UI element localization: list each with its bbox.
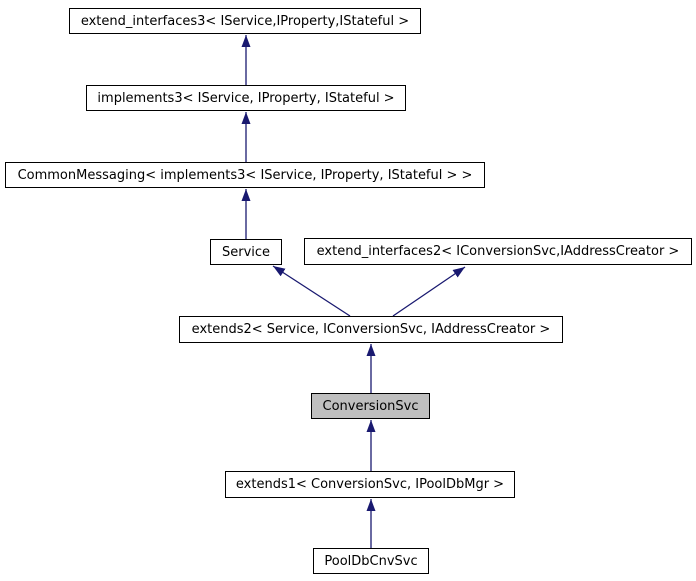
class-node-commonmessaging[interactable]: CommonMessaging< implements3< IService, IProperty, IStateful > > bbox=[5, 162, 485, 188]
arrow-extends2-to-extend-interfaces2 bbox=[393, 267, 465, 316]
class-node-extends1[interactable]: extends1< ConversionSvc, IPoolDbMgr > bbox=[225, 471, 515, 498]
class-node-extend-interfaces3[interactable]: extend_interfaces3< IService,IProperty,IStateful > bbox=[69, 8, 421, 34]
class-node-extends2[interactable]: extends2< Service, IConversionSvc, IAddressCreator > bbox=[179, 316, 563, 343]
class-node-implements3[interactable]: implements3< IService, IProperty, IStateful > bbox=[86, 85, 406, 111]
arrow-extends2-to-service bbox=[273, 266, 350, 316]
class-node-service[interactable]: Service bbox=[210, 239, 282, 265]
class-node-extend-interfaces2[interactable]: extend_interfaces2< IConversionSvc,IAddressCreator > bbox=[304, 238, 692, 265]
class-node-conversionsvc-selected: ConversionSvc bbox=[311, 393, 430, 419]
class-node-pooldbcnvsvc[interactable]: PoolDbCnvSvc bbox=[313, 548, 429, 574]
